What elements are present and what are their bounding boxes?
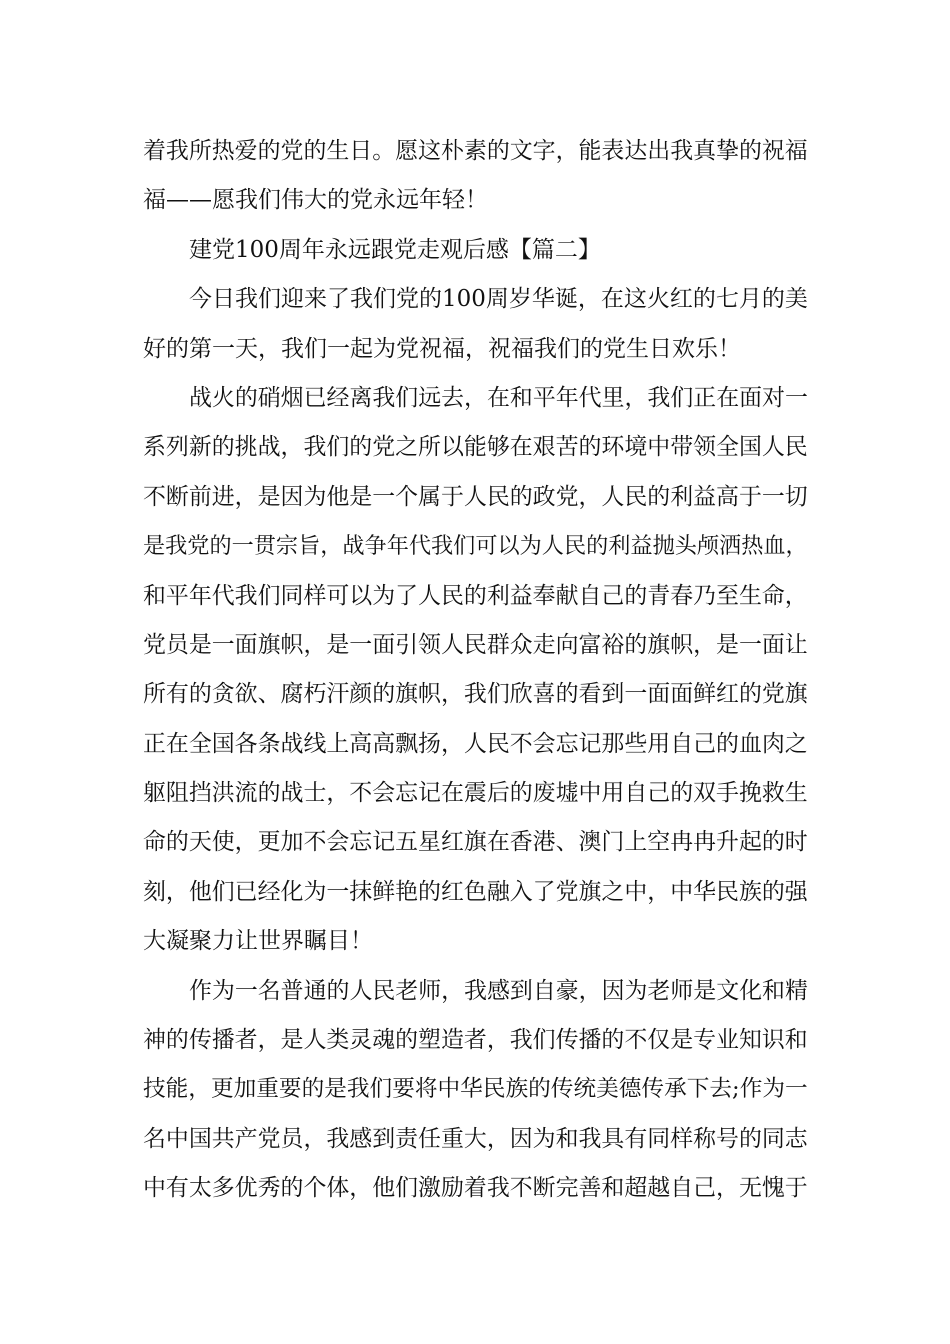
- text-line: 大凝聚力让世界瞩目！: [143, 928, 373, 955]
- text-line: 是我党的一贯宗旨，战争年代我们可以为人民的利益抛头颅洒热血，: [143, 533, 808, 560]
- text-line: 名中国共产党员，我感到责任重大，因为和我具有同样称号的同志: [143, 1125, 808, 1152]
- text-line: 技能，更加重要的是我们要将中华民族的传统美德传承下去;作为一: [143, 1076, 808, 1103]
- text-line: 所有的贪欲、腐朽汗颜的旗帜，我们欣喜的看到一面面鲜红的党旗: [143, 681, 808, 708]
- text-line: 正在全国各条战线上高高飘扬，人民不会忘记那些用自己的血肉之: [143, 730, 808, 757]
- text-line: 建党100周年永远跟党走观后感【篇二】: [189, 236, 601, 263]
- text-line: 躯阻挡洪流的战士，不会忘记在震后的废墟中用自己的双手挽救生: [143, 780, 808, 807]
- text-line: 着我所热爱的党的生日。愿这朴素的文字，能表达出我真挚的祝福: [143, 138, 808, 164]
- text-line: 福——愿我们伟大的党永远年轻！: [143, 187, 488, 214]
- text-line: 作为一名普通的人民老师，我感到自豪，因为老师是文化和精: [189, 977, 808, 1004]
- text-line: 党员是一面旗帜，是一面引领人民群众走向富裕的旗帜，是一面让: [143, 631, 808, 658]
- text-line: 好的第一天，我们一起为党祝福，祝福我们的党生日欢乐！: [143, 335, 741, 362]
- text-line: 今日我们迎来了我们党的100周岁华诞，在这火红的七月的美: [189, 286, 808, 313]
- text-line: 命的天使，更加不会忘记五星红旗在香港、澳门上空冉冉升起的时: [143, 829, 808, 856]
- text-line: 刻，他们已经化为一抹鲜艳的红色融入了党旗之中，中华民族的强: [143, 878, 808, 905]
- text-line: 神的传播者，是人类灵魂的塑造者，我们传播的不仅是专业知识和: [143, 1027, 808, 1054]
- text-line: 和平年代我们同样可以为了人民的利益奉献自己的青春乃至生命，: [143, 582, 808, 609]
- body-text: [143, 127, 808, 1214]
- text-line: 不断前进，是因为他是一个属于人民的政党，人民的利益高于一切: [143, 483, 808, 510]
- text-line: 战火的硝烟已经离我们远去，在和平年代里，我们正在面对一: [189, 384, 808, 411]
- text-line: 系列新的挑战，我们的党之所以能够在艰苦的环境中带领全国人民: [143, 434, 808, 461]
- text-line: 中有太多优秀的个体，他们激励着我不断完善和超越自己，无愧于: [143, 1175, 808, 1202]
